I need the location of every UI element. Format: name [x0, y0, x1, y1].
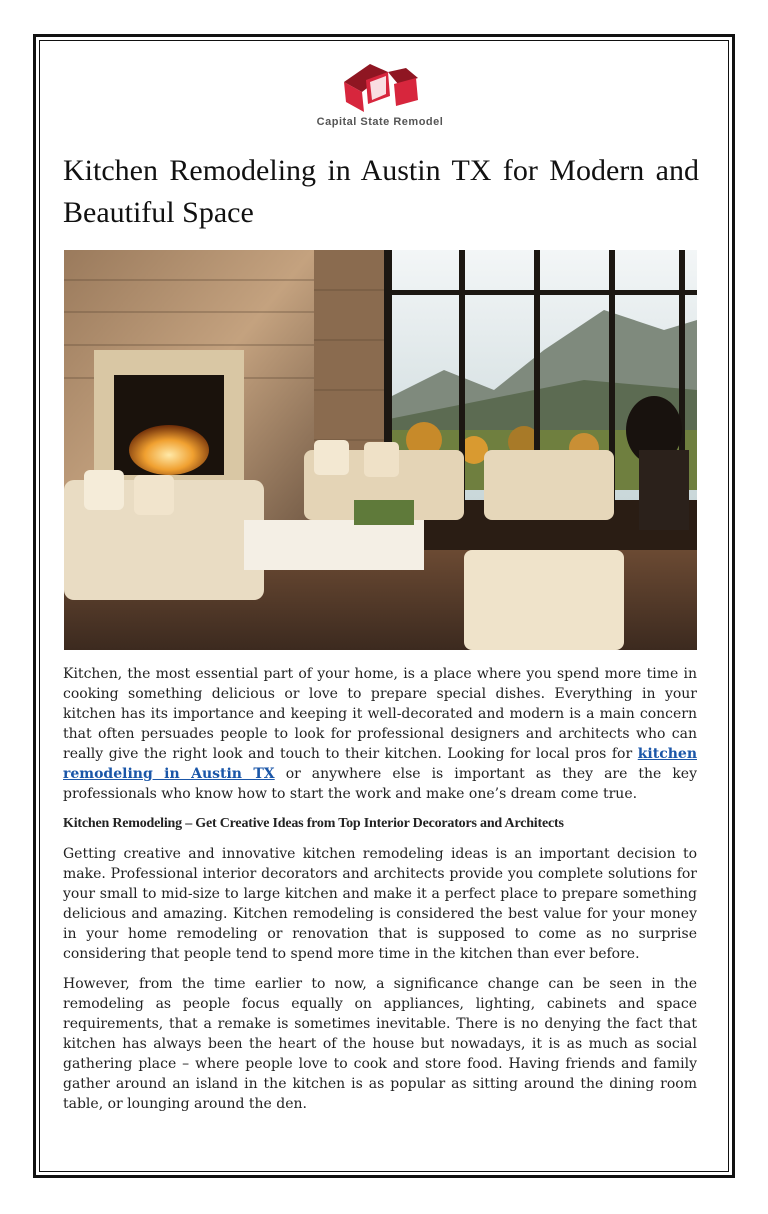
section-heading: Kitchen Remodeling – Get Creative Ideas from Top Interior Decorators and Architects [63, 816, 564, 831]
body-paragraph-3: However, from the time earlier to now, a significance change can be seen in the remodeling as people focus equally on appliances, lighting, cabinets and space requirements, that a remake is sometimes inevitable. There is no denying the fact that kitchen has always been the heart of the house but nowadays, it is as much as social gathering place – where people love to cook and store food. Having friends and family gather around an island in the kitchen is as popular as sitting around the dining room table, or lounging around the den. [63, 976, 697, 1112]
logo-wordmark: Capital State Remodel [316, 116, 444, 128]
kitchen-remodeling-link[interactable]: kitchen remodeling in Austin TX [63, 746, 697, 782]
logo-mark-icon [336, 62, 426, 114]
body-paragraph-2: Getting creative and innovative kitchen remodeling ideas is an important decision to make. Professional interior decorators and architects provide you complete solutions for your small to mid-size to large kitchen and make it a perfect place to prepare something delicious and amazing. Kitchen remodeling is considered the best value for your money in your home remodeling or renovation that is supposed to come as no surprise considering that people tend to spend more time in the kitchen than ever before. [63, 846, 697, 962]
page-title: Kitchen Remodeling in Austin TX for Modern and Beautiful Space [63, 154, 699, 229]
article-body [63, 664, 697, 1124]
company-logo[interactable] [300, 62, 460, 132]
hero-living-room-photo [64, 250, 697, 650]
intro-paragraph: Kitchen, the most essential part of your home, is a place where you spend more time in cooking something delicious or love to prepare special dishes. Everything in your kitchen has its importance and keeping it well-decorated and modern is a main concern that often persuades people to look for professional designers and architects who can really give the right look and touch to their kitchen. Looking for local pros for kitchen remodeling in Austin TX or anywhere else is important as they are the key professionals who know how to start the work and make one’s dream come true. [63, 666, 697, 802]
